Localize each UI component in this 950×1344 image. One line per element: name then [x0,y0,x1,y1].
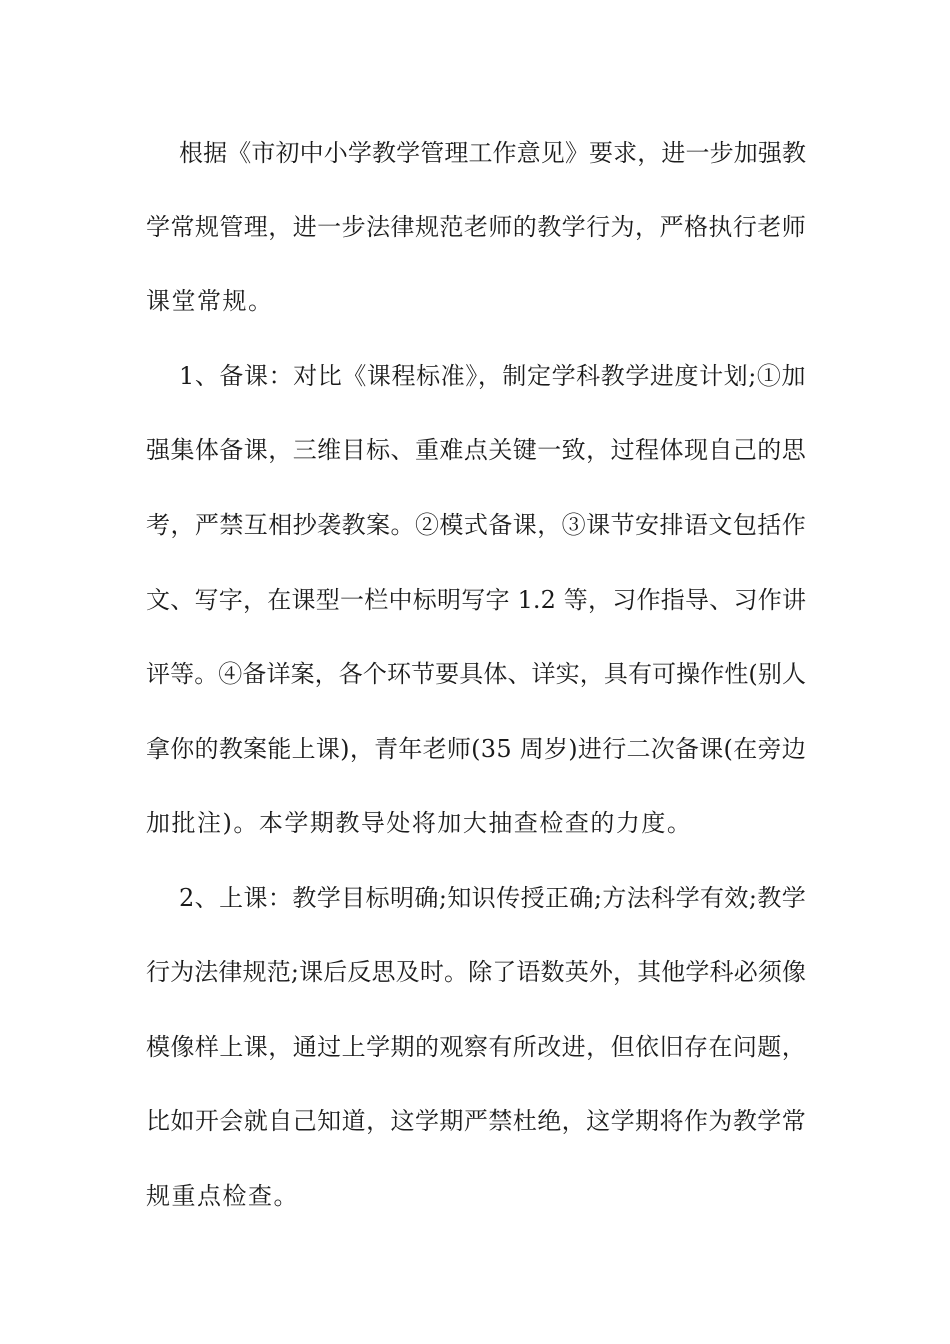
paragraph-1-line-1: 根据《市初中小学教学管理工作意见》要求，进一步加强教 [179,139,806,167]
paragraph-3-line-5: 规重点检查。 [146,1182,299,1210]
paragraph-2-line-2: 强集体备课，三维目标、重难点关键一致，过程体现自己的思 [146,436,806,464]
paragraph-2-line-5: 评等。④备详案，各个环节要具体、详实，具有可操作性(别人 [146,660,806,688]
paragraph-3-line-2: 行为法律规范;课后反思及时。除了语数英外，其他学科必须像 [146,958,806,986]
paragraph-2-line-7: 加批注)。本学期教导处将加大抽查检查的力度。 [146,809,693,837]
paragraph-3-line-3: 模像样上课，通过上学期的观察有所改进，但依旧存在问题， [146,1033,806,1061]
paragraph-2-line-6: 拿你的教案能上课)，青年老师(35 周岁)进行二次备课(在旁边 [146,735,806,763]
paragraph-2-line-3: 考，严禁互相抄袭教案。②模式备课，③课节安排语文包括作 [146,511,806,539]
paragraph-1-line-3: 课堂常规。 [146,287,274,315]
paragraph-3-line-4: 比如开会就自己知道，这学期严禁杜绝，这学期将作为教学常 [146,1107,806,1135]
paragraph-2-line-1: 1、备课：对比《课程标准》，制定学科教学进度计划;①加 [179,362,806,390]
paragraph-2-line-4: 文、写字，在课型一栏中标明写字 1.2 等，习作指导、习作讲 [146,586,806,614]
paragraph-3-line-1: 2、上课：教学目标明确;知识传授正确;方法科学有效;教学 [179,884,806,912]
paragraph-1-line-2: 学常规管理，进一步法律规范老师的教学行为，严格执行老师 [146,213,806,241]
